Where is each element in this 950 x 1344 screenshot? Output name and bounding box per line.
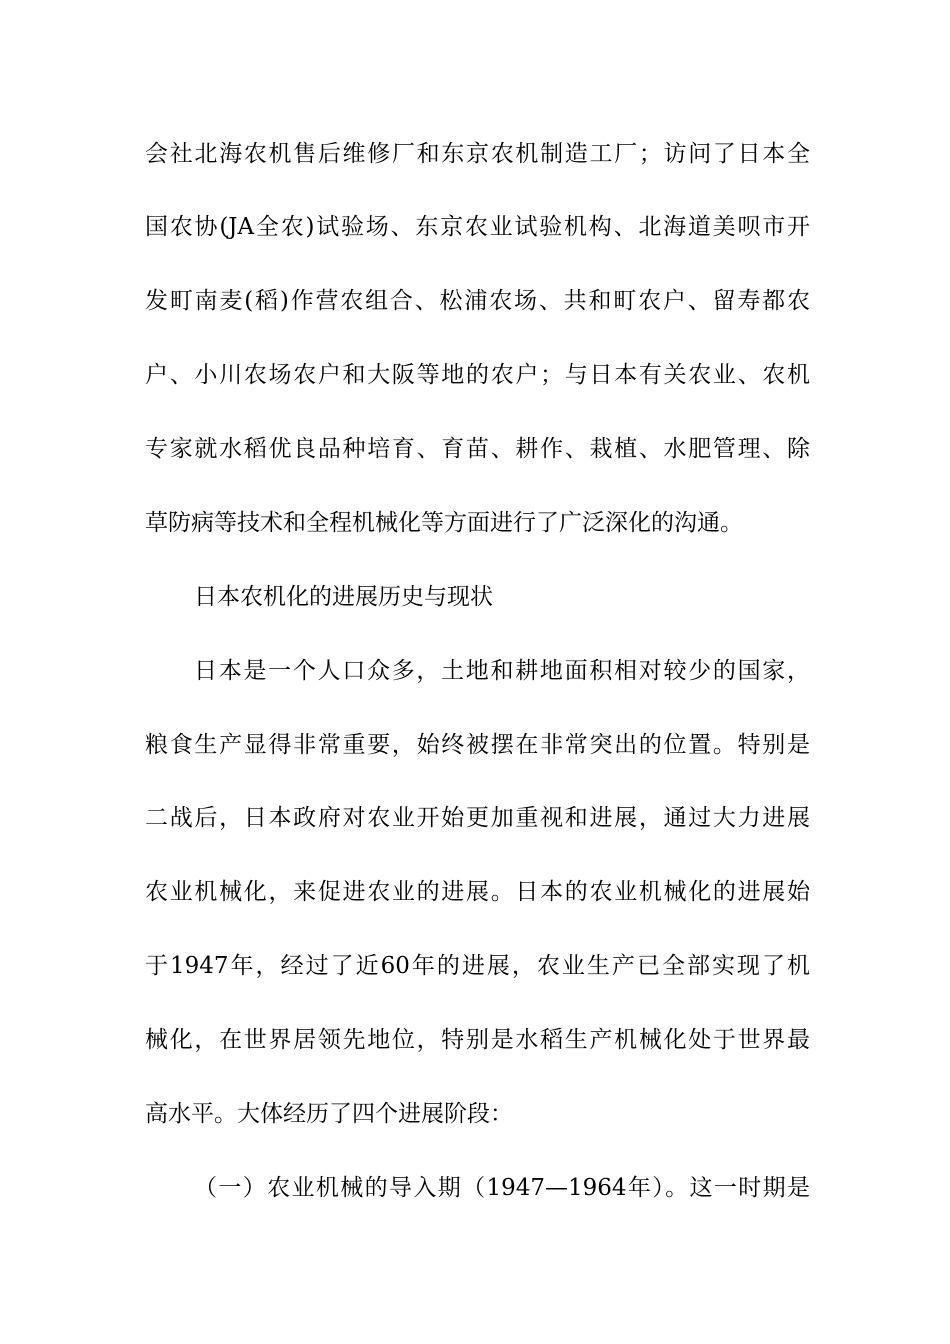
paragraph-line: 会社北海农机售后维修厂和东京农机制造工厂；访问了日本全 xyxy=(145,141,810,167)
paragraph-line: 械化，在世界居领先地位，特别是水稻生产机械化处于世界最 xyxy=(145,1027,810,1053)
paragraph-line: 户、小川农场农户和大阪等地的农户；与日本有关农业、农机 xyxy=(145,362,810,388)
paragraph-line: 日本是一个人口众多，土地和耕地面积相对较少的国家， xyxy=(194,658,810,684)
paragraph-line: （一）农业机械的导入期（1947—1964年）。这一时期是 xyxy=(194,1175,810,1201)
paragraph-line: 于1947年，经过了近60年的进展，农业生产已全部实现了机 xyxy=(145,953,810,979)
paragraph-line: 国农协(JA全农)试验场、东京农业试验机构、北海道美呗市开 xyxy=(145,214,810,240)
paragraph-line: 草防病等技术和全程机械化等方面进行了广泛深化的沟通。 xyxy=(145,510,743,536)
paragraph-line: 专家就水稻优良品种培育、育苗、耕作、栽植、水肥管理、除 xyxy=(145,436,810,462)
paragraph-line: 粮食生产显得非常重要，始终被摆在非常突出的位置。特别是 xyxy=(145,732,810,758)
section-heading: 日本农机化的进展历史与现状 xyxy=(194,584,493,610)
paragraph-line: 二战后，日本政府对农业开始更加重视和进展，通过大力进展 xyxy=(145,805,810,831)
paragraph-line: 发町南麦(稻)作营农组合、松浦农场、共和町农户、留寿都农 xyxy=(145,288,810,314)
paragraph-line: 高水平。大体经历了四个进展阶段： xyxy=(145,1101,513,1127)
paragraph-line: 农业机械化，来促进农业的进展。日本的农业机械化的进展始 xyxy=(145,879,810,905)
